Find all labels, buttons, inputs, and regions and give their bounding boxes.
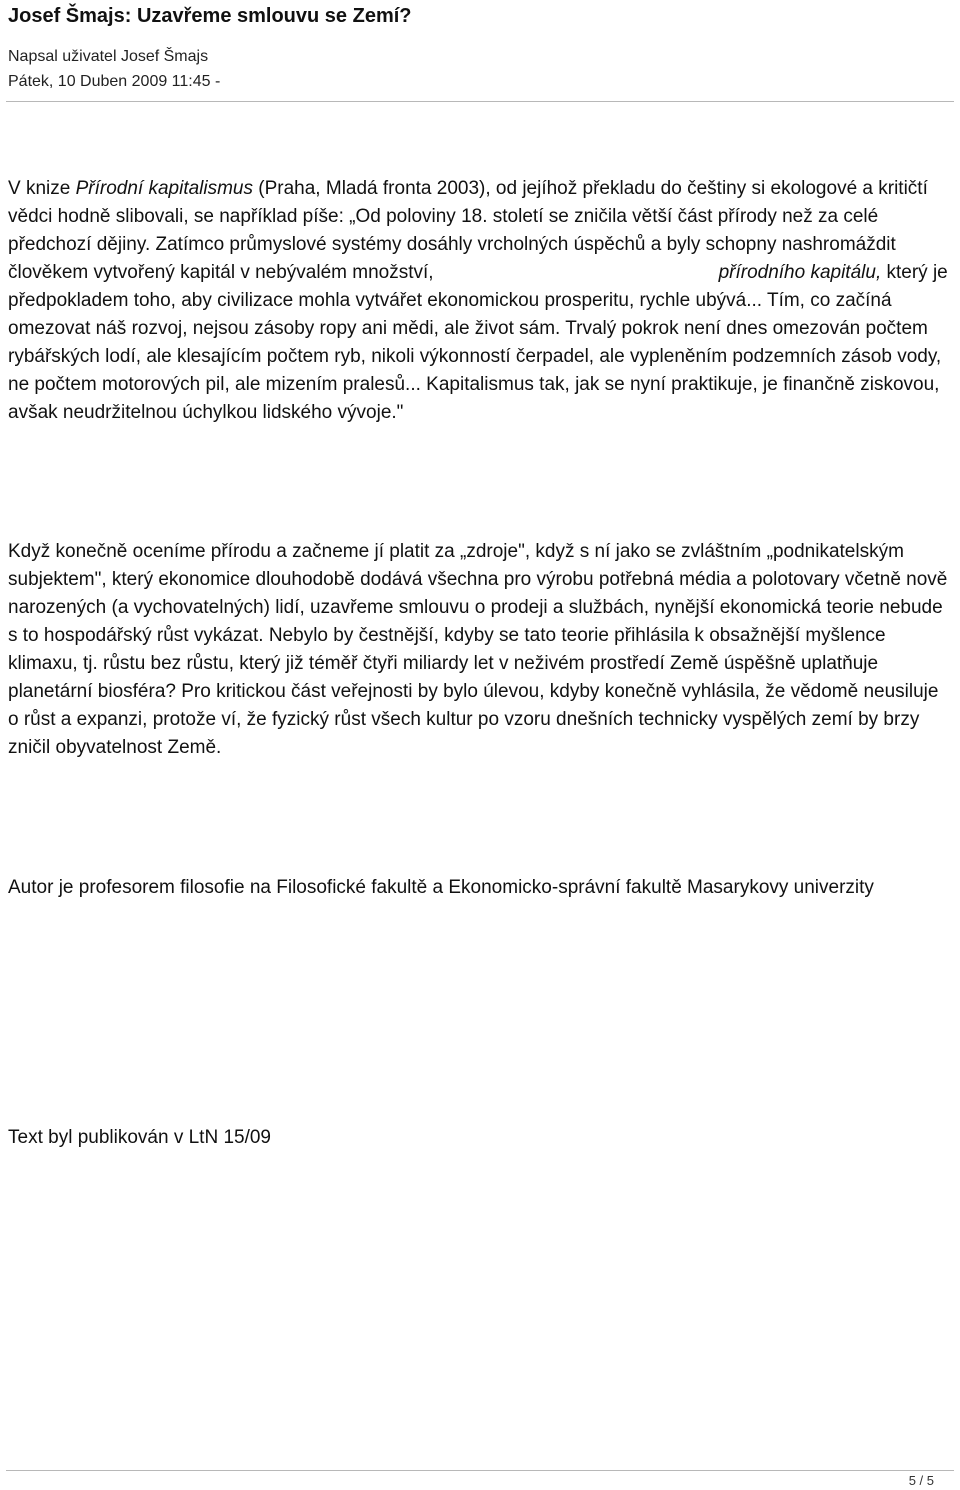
paragraph-text: který je předpokladem toho, aby civilizace mohla vytvářet ekonomickou prosperitu, rychle ubývá... Tím, co začíná omezovat náš rozvoj, nejsou zásoby ropy ani mědi, ale život sám. Trvalý pokrok není dnes omezován počtem rybářských lodí, ale klesajícím počtem ryb, nikoli výkonností čerpadel, ale vypleněním podzemních zásob vody, ne počtem motorových pil, ale mizením pralesů... Kapitalismus tak, jak se nyní praktikuje, je finančně ziskovou, avšak neudržitelnou úchylkou lidského vývoje." (8, 262, 948, 423)
header-divider (6, 101, 954, 102)
article-title: Josef Šmajs: Uzavřeme smlouvu se Zemí? (8, 5, 412, 27)
paragraph-text: V knize (8, 178, 76, 199)
footer-divider (6, 1470, 954, 1471)
article-meta (8, 44, 220, 94)
paragraph-quote (8, 175, 954, 427)
author-line: Napsal uživatel Josef Šmajs (8, 48, 209, 65)
author-note: Autor je profesorem filosofie na Filosofické fakultě a Ekonomicko-správní fakultě Masarykovy univerzity (8, 877, 874, 898)
date-line: Pátek, 10 Duben 2009 11:45 - (8, 73, 221, 90)
paragraph-text: (Praha, Mladá fronta 2003), od jejíhož překladu do češtiny si ekologové a kritičtí vědci hodně slibovali, se například píše: „Od poloviny 18. století se zničila větší část přírody než za celé předchozí dějiny. Zatímco průmyslové systémy dosáhly vrcholných úspěchů a byly schopny nashromáždit člověkem vytvořený kapitál v nebývalém množství, (8, 178, 928, 283)
emphasized-term: přírodního kapitálu, (718, 262, 882, 283)
publication-note: Text byl publikován v LtN 15/09 (8, 1127, 271, 1148)
paragraph-argument: Když konečně oceníme přírodu a začneme jí platit za „zdroje", když s ní jako se zvláštním „podnikatelským subjektem", který ekonomice dlouhodobě dodává všechna pro výrobu potřebná média a polotovary včetně nově narozených (a vychovatelných) lidí, uzavřeme smlouvu o prodeji a službách, nynější ekonomická teorie nebude s to hospodářský růst vykázat. Nebylo by čestnější, kdyby se tato teorie přihlásila k obsažnější myšlence klimaxu, tj. růstu bez růstu, který již téměř čtyři miliardy let v neživém prostředí Země úspěšně uplatňuje planetární biosféra? Pro kritickou část veřejnosti by bylo úlevou, kdyby konečně vyhlásila, že vědomě neusiluje o růst a expanzi, protože ví, že fyzický růst všech kultur po vzoru dnešních technicky vyspělých zemí by brzy zničil obyvatelnost Země. (8, 541, 948, 758)
page-number: 5 / 5 (908, 1473, 934, 1488)
book-title: Přírodní kapitalismus (75, 178, 253, 199)
